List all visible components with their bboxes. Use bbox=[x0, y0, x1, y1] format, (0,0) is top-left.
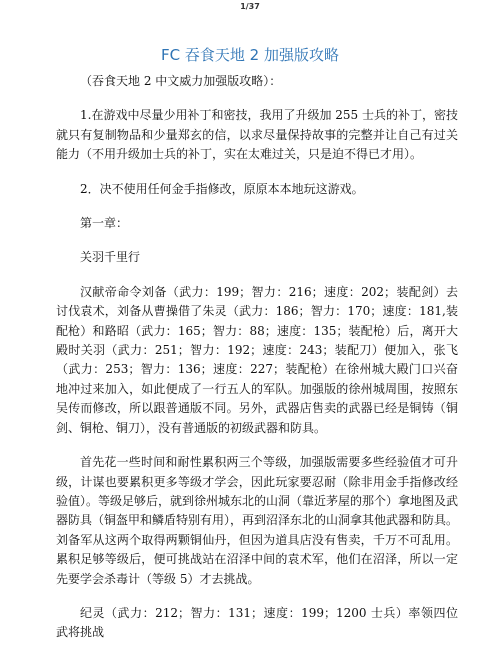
paragraph-body: 首先花一些时间和耐性累积两三个等级，加强版需要多些经验值才可升级，计谋也要累积更多等级才学会，因此玩家要忍耐（除非用金手指修改经验值）。等级足够后，就到徐州城东北的山洞（靠近茅屋的那个）拿地图及武器防具（铜盔甲和鳞盾特别有用），再到沼泽东北的山洞拿其他武器和防具。刘备军从这两个取得两颗铜仙丹，但因为道具店没有售卖，千万不可乱用。累积足够等级后，便可挑战站在沼泽中间的袁术军，他们在沼泽，所以一定先要学会杀毒计（等级 5）才去挑战。 bbox=[56, 455, 459, 586]
paragraph-body: 汉献帝命令刘备（武力：199；智力：216；速度：202；装配剑）去讨伐袁术，刘备从曹操借了朱灵（武力：186；智力：170；速度：181,装配枪）和路昭（武力：165；智力：88；速度：135；装配枪）后，离开大殿时关羽（武力：251；智力：192；速度：243；装配刀）便加入，张飞（武力：253；智力：136；速度：227；装配枪）在徐州城大殿门口兴奋地冲过来加入，如此便成了一行五人的军队。加强版的徐州城周围，按照东吴传而修改，所以跟普通版不同。另外，武器店售卖的武器已经是铜铸（铜剑、铜枪、铜刀），没有普通版的初级武器和防具。 bbox=[56, 284, 458, 435]
document-body bbox=[56, 72, 458, 658]
paragraph-rule-1: 1.在游戏中尽量少用补丁和密技，我用了升级加 255 士兵的补丁，密技就只有复制物品和少量郑玄的信，以求尽量保持故事的完整并让自己有过关能力（不用升级加士兵的补丁，实在太难过关，只是迫不得已才用）。 bbox=[56, 108, 458, 162]
page-number: 1/37 bbox=[240, 2, 260, 11]
paragraph-rule-2: 2．决不使用任何金手指修改，原原本本地玩这游戏。 bbox=[80, 181, 364, 196]
section-heading: 关羽千里行 bbox=[80, 250, 141, 265]
paragraph-body: 纪灵（武力：212；智力：131；速度：199；1200 士兵）率领四位武将挑战 bbox=[56, 605, 458, 640]
document-title: FC 吞食天地 2 加强版攻略 bbox=[161, 46, 339, 64]
paragraph-subtitle: （吞食天地 2 中文威力加强版攻略）： bbox=[80, 74, 282, 88]
chapter-heading: 第一章： bbox=[80, 216, 129, 231]
